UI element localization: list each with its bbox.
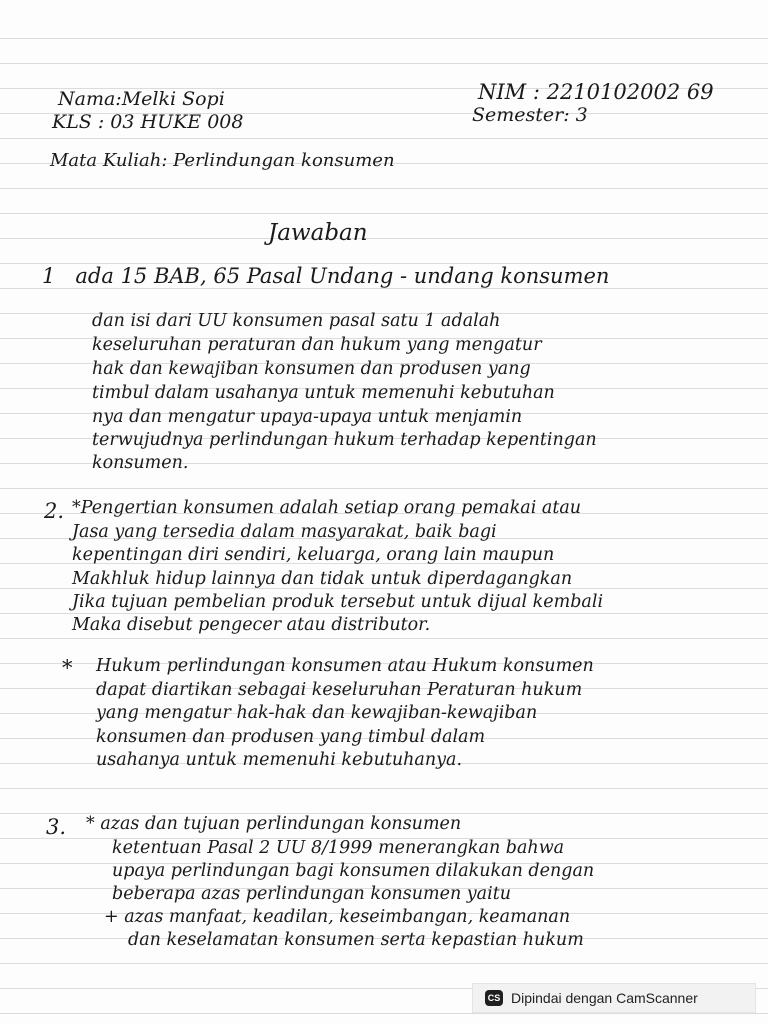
answer-3-line: * azas dan tujuan perlindungan konsumen [86,814,462,834]
answer-2-line: *Pengertian konsumen adalah setiap orang pemakai atau [72,498,582,518]
answer-2-line: Maka disebut pengecer atau distributor. [72,615,431,635]
answer-2b-line: konsumen dan produsen yang timbul dalam [96,727,486,747]
answer-3-line: upaya perlindungan bagi konsumen dilakukan dengan [112,861,595,881]
answer-2-bullet: * [62,656,73,680]
student-semester: Semester: 3 [472,104,588,126]
camscanner-text: Dipindai dengan CamScanner [511,990,698,1006]
course-title: Mata Kuliah: Perlindungan konsumen [50,150,395,171]
camscanner-badge [472,983,756,1013]
answer-1-line: dan isi dari UU konsumen pasal satu 1 adalah [92,311,501,331]
answer-2-number: 2. [44,499,65,523]
page-title: Jawaban [268,220,368,246]
answer-2-line: Makhluk hidup lainnya dan tidak untuk diperdagangkan [72,569,573,589]
answer-1-line: timbul dalam usahanya untuk memenuhi kebutuhan [92,383,555,403]
answer-3-number: 3. [46,815,67,839]
answer-2-line: kepentingan diri sendiri, keluarga, orang lain maupun [72,545,555,565]
answer-3-line: dan keselamatan konsumen serta kepastian hukum [128,930,584,950]
answer-2b-line: usahanya untuk memenuhi kebutuhanya. [96,750,463,770]
answer-1-line: hak dan kewajiban konsumen dan produsen yang [92,359,531,379]
answer-2b-line: yang mengatur hak-hak dan kewajiban-kewajiban [96,703,538,723]
answer-2b-line: Hukum perlindungan konsumen atau Hukum konsumen [96,656,594,676]
student-name: Nama:Melki Sopi [58,88,225,110]
answer-1-line: keseluruhan peraturan dan hukum yang mengatur [92,335,542,355]
answer-1-line: terwujudnya perlindungan hukum terhadap kepentingan [92,430,597,450]
answer-3-line: ketentuan Pasal 2 UU 8/1999 menerangkan bahwa [112,838,565,858]
camscanner-logo-icon: CS [485,990,503,1006]
answer-3-line: beberapa azas perlindungan konsumen yaitu [112,884,512,904]
student-nim: NIM : 2210102002 69 [478,80,714,104]
answer-2-line: Jika tujuan pembelian produk tersebut untuk dijual kembali [72,592,604,612]
answer-1-line: nya dan mengatur upaya-upaya untuk menjamin [92,407,523,427]
student-class: KLS : 03 HUKE 008 [52,111,244,133]
answer-2b-line: dapat diartikan sebagai keseluruhan Peraturan hukum [96,680,583,700]
answer-1-number: 1 [42,264,56,288]
answer-1-heading-text: ada 15 BAB, 65 Pasal Undang - undang konsumen [75,264,610,288]
answer-1-heading [42,266,609,287]
answer-3-line: + azas manfaat, keadilan, keseimbangan, keamanan [104,907,571,927]
answer-2-line: Jasa yang tersedia dalam masyarakat, baik bagi [72,522,497,542]
answer-1-line: konsumen. [92,453,189,473]
